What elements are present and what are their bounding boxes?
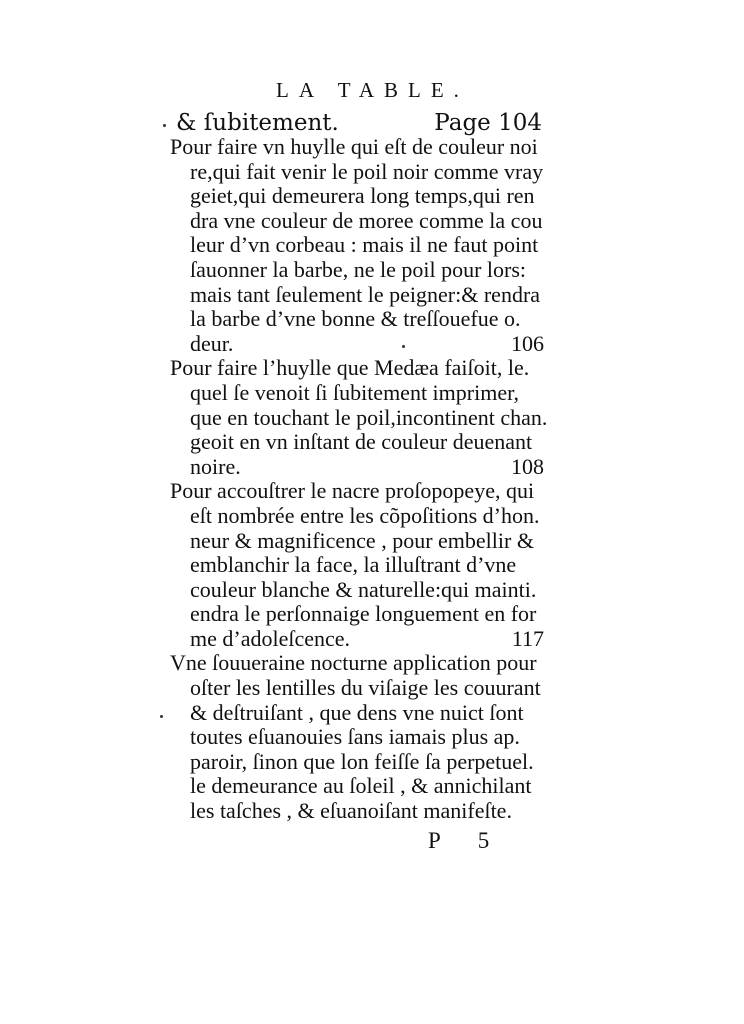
entry-line-text: dra vne couleur de moree comme la cou [190, 207, 543, 233]
entry-line-text: emblanchir la face, la illuſtrant d’vne [190, 552, 517, 578]
entry-line-text: geiet,qui demeurera long temps,qui ren [190, 183, 535, 209]
entry-line [170, 479, 544, 504]
table-entry [170, 135, 544, 356]
entry-line [170, 307, 544, 332]
entry-line-text: Vne ſouueraine nocturne application pour [170, 650, 537, 676]
continued-entry-text: & ſubitement. [176, 110, 339, 136]
entry-line-text: re,qui fait venir le poil noir comme vray [190, 158, 544, 184]
entry-line [170, 356, 544, 381]
entry-line [170, 602, 544, 627]
entry-line [170, 578, 544, 603]
entry-line-text: la barbe d’vne bonne & treſſouefue o. [190, 306, 521, 332]
entry-line [170, 332, 544, 357]
entry-line-text: me d’adoleſcence. [190, 625, 351, 651]
entry-line-text: le demeurance au ſoleil , & annichilant [190, 773, 532, 799]
entry-line [170, 701, 544, 726]
entry-line-text: mais tant ſeulement le peigner:& rendra [190, 281, 541, 307]
entry-line [170, 184, 544, 209]
entry-line-text: quel ſe venoit ſi ſubitement imprimer, [190, 379, 520, 405]
entry-line [170, 529, 544, 554]
entry-line-text: eſt nombrée entre les cõpoſitions d’hon. [190, 502, 540, 528]
entry-line [170, 725, 544, 750]
entry-line [170, 381, 544, 406]
page-reference: 117 [511, 625, 544, 651]
entry-line-text: leur d’vn corbeau : mais il ne faut point [190, 232, 539, 258]
entry-line-text: endra le perſonnaige longuement en for [190, 601, 537, 627]
entry-line-text: ſauonner la barbe, ne le poil pour lors: [190, 256, 527, 282]
signature-mark: P 5 [428, 828, 506, 853]
entry-line [170, 455, 544, 480]
entry-line-text: couleur blanche & naturelle:qui mainti. [190, 576, 537, 602]
ink-speck [163, 124, 166, 127]
entry-line [170, 404, 548, 431]
entry-line [170, 258, 544, 283]
page-reference: Page 104 [434, 110, 542, 136]
table-entry [170, 479, 544, 651]
entry-line [170, 283, 544, 308]
running-head: LA TABLE. [276, 78, 469, 102]
entry-line-text: Pour faire l’huylle que Medæa faiſoit, le. [170, 355, 530, 381]
entry-line [170, 209, 544, 234]
table-entry [170, 651, 544, 823]
entry-line-text: les taſches , & eſuanoiſant manifeſte. [190, 798, 512, 824]
table-entry [170, 355, 548, 479]
entry-line-text: geoit en vn inſtant de couleur deuenant [190, 429, 533, 455]
entry-line-text: toutes eſuanouies ſans iamais plus ap. [190, 724, 520, 750]
entry-line [170, 774, 544, 799]
entry-line [170, 553, 544, 578]
continued-entry-line [176, 110, 542, 136]
entry-line [170, 504, 544, 529]
entry-line-text: oſter les lentilles du viſaige les couurant [190, 675, 541, 701]
entry-line-text: paroir, ſinon que lon feiſſe ſa perpetuel. [190, 748, 534, 774]
entry-line [170, 799, 544, 824]
entry-line-text: Pour faire vn huylle qui eſt de couleur noi [170, 134, 538, 159]
page-reference: 108 [511, 453, 544, 479]
entry-line [170, 430, 544, 455]
entry-line [170, 651, 544, 676]
entry-line-text: que en touchant le poil,incontinent chan. [190, 404, 548, 430]
entry-line [170, 160, 544, 185]
entry-line-text: Pour accouſtrer le nacre proſopopeye, qui [170, 478, 535, 504]
ink-speck [160, 715, 163, 718]
entry-line [170, 233, 544, 258]
table-entries [170, 134, 548, 824]
page-reference: 106 [511, 330, 544, 356]
entry-line-text: & deſtruiſant , que dens vne nuict ſont [190, 699, 524, 725]
entry-line-text: neur & magnificence , pour embellir & [190, 527, 534, 553]
entry-line [170, 135, 544, 160]
entry-line [170, 676, 544, 701]
entry-line [170, 750, 544, 775]
entry-line [170, 627, 544, 652]
entry-line-text: noire. [190, 453, 241, 479]
entry-line-text: deur. [190, 330, 234, 356]
ink-speck [402, 345, 405, 348]
